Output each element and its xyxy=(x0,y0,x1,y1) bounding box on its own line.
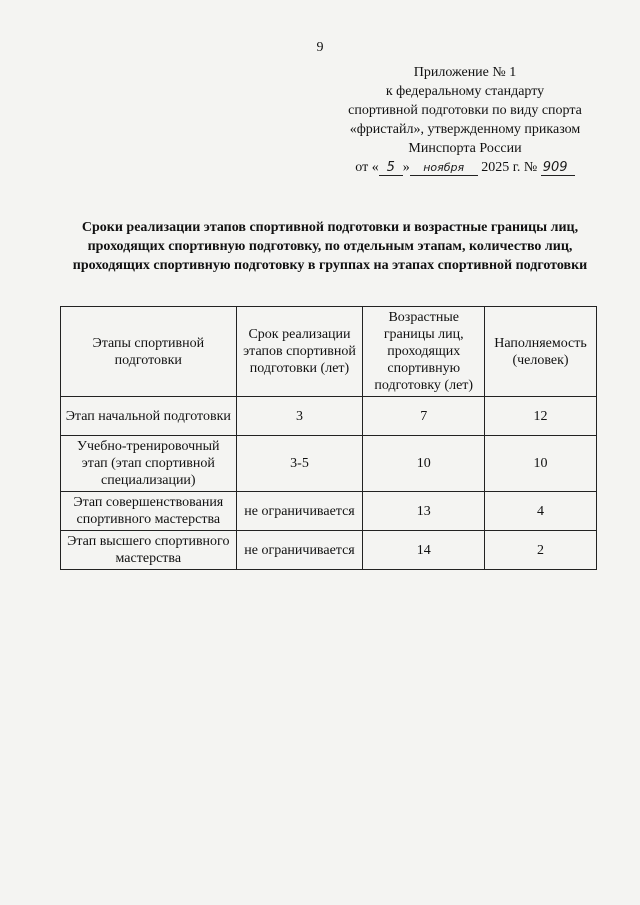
table-header-row xyxy=(61,307,597,397)
cell-fill: 12 xyxy=(485,397,597,436)
table-row xyxy=(61,436,597,492)
stages-table xyxy=(60,306,597,570)
cell-fill: 10 xyxy=(485,436,597,492)
appendix-line-standard: к федеральному стандарту xyxy=(385,84,545,99)
cell-term: 3-5 xyxy=(236,436,363,492)
page-number: 9 xyxy=(316,40,324,55)
order-day-handwritten: 5 xyxy=(379,161,403,176)
header-stage: Этапы спортивной подготовки xyxy=(61,307,237,397)
cell-term: не ограничивается xyxy=(236,531,363,570)
table-row xyxy=(61,397,597,436)
appendix-line-order: «фристайл», утвержденному приказом xyxy=(349,122,581,137)
order-year: 2025 г. № xyxy=(481,160,538,175)
table-row xyxy=(61,492,597,531)
cell-fill: 2 xyxy=(485,531,597,570)
cell-age: 7 xyxy=(363,397,485,436)
cell-stage: Этап начальной подготовки xyxy=(61,397,237,436)
appendix-line-sport: спортивной подготовки по виду спорта xyxy=(348,103,582,118)
header-term: Срок реализации этапов спортивной подготовки (лет) xyxy=(236,307,363,397)
cell-term: не ограничивается xyxy=(236,492,363,531)
cell-age: 10 xyxy=(363,436,485,492)
appendix-block xyxy=(340,63,590,177)
cell-term: 3 xyxy=(236,397,363,436)
appendix-title: Приложение № 1 xyxy=(413,65,517,80)
cell-stage: Учебно-тренировочный этап (этап спортивной специализации) xyxy=(61,436,237,492)
appendix-line-ministry: Минспорта России xyxy=(408,141,522,156)
header-fill: Наполняемость (человек) xyxy=(485,307,597,397)
cell-age: 14 xyxy=(363,531,485,570)
order-quote-close: » xyxy=(402,160,410,175)
order-date-line xyxy=(340,158,590,177)
order-prefix: от « xyxy=(355,160,379,175)
order-number-handwritten: 909 xyxy=(541,161,575,176)
table-row xyxy=(61,531,597,570)
order-month-handwritten: ноября xyxy=(410,161,478,176)
cell-fill: 4 xyxy=(485,492,597,531)
document-title: Сроки реализации этапов спортивной подготовки и возрастные границы лиц, проходящих спортивную подготовку, по отдельным этапам, количество лиц, проходящих спортивную подготовку в группах на этапах спортивной подготовки xyxy=(72,220,588,273)
cell-stage: Этап совершенствования спортивного мастерства xyxy=(61,492,237,531)
header-age: Возрастные границы лиц, проходящих спортивную подготовку (лет) xyxy=(363,307,485,397)
cell-stage: Этап высшего спортивного мастерства xyxy=(61,531,237,570)
cell-age: 13 xyxy=(363,492,485,531)
